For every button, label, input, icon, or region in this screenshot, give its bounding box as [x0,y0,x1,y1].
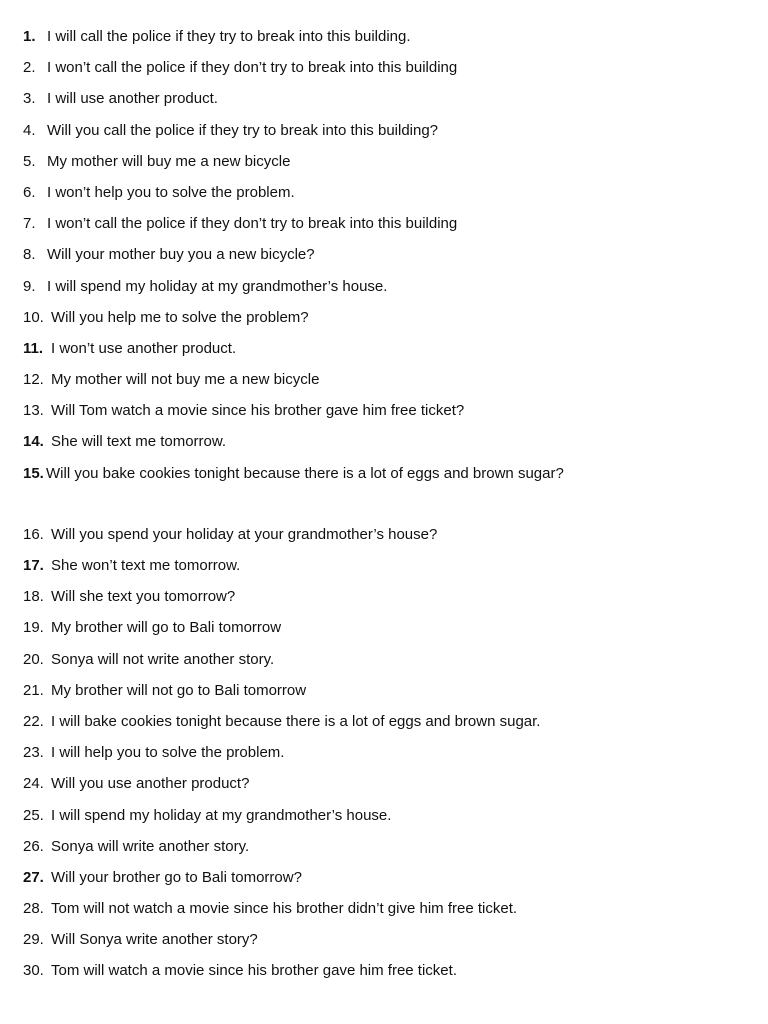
list-item [23,308,753,339]
item-text: Tom will not watch a movie since his brother didn’t give him free ticket. [51,900,518,918]
item-number: 11. [23,339,44,357]
item-number: 18. [23,588,44,606]
item-text: I will use another product. [47,90,218,108]
item-text: Will your brother go to Bali tomorrow? [51,868,302,886]
list-item [23,774,753,805]
list-item [23,868,753,899]
item-number: 5. [23,152,36,170]
list-item [23,464,753,495]
item-text: Will you use another product? [51,775,250,793]
item-number: 4. [23,121,36,139]
item-text: Will Tom watch a movie since his brother gave him free ticket? [51,402,465,420]
item-number: 14. [23,433,44,451]
list-item [23,245,753,276]
item-text: She won’t text me tomorrow. [51,557,241,574]
list-item [23,712,753,743]
list-item [23,930,753,961]
list-item [23,277,753,308]
item-number: 28. [23,900,44,918]
list-item [23,556,753,587]
item-number: 26. [23,837,44,855]
item-text: Will Sonya write another story? [51,931,258,949]
item-text: I will bake cookies tonight because there is a lot of eggs and brown sugar. [51,712,541,730]
item-text: Will your mother buy you a new bicycle? [47,246,315,264]
item-number: 1. [23,28,36,45]
sentence-list [23,27,753,993]
item-number: 8. [23,246,36,264]
list-item [23,743,753,774]
list-item [23,370,753,401]
section-spacer [23,495,753,525]
list-item [23,961,753,992]
list-item [23,681,753,712]
item-number: 21. [23,681,44,699]
list-item [23,525,753,556]
item-number: 29. [23,931,44,949]
item-number: 27. [23,868,44,886]
list-item [23,214,753,245]
item-number: 19. [23,619,44,637]
list-item [23,121,753,152]
item-number: 10. [23,308,44,326]
item-number: 20. [23,650,44,668]
item-text: She will text me tomorrow. [51,433,227,451]
item-text: I won’t help you to solve the problem. [47,183,295,201]
list-item [23,899,753,930]
item-number: 3. [23,90,36,108]
item-text: Will you spend your holiday at your grandmother’s house? [51,525,438,543]
item-text: I will spend my holiday at my grandmother’s house. [47,277,388,295]
item-number: 16. [23,525,44,543]
item-text: I won’t call the police if they don’t try to break into this building [47,59,458,77]
list-item [23,650,753,681]
item-number: 22. [23,712,44,730]
item-text: I will spend my holiday at my grandmother’s house. [51,806,392,824]
list-item [23,806,753,837]
list-item [23,183,753,214]
list-item [23,152,753,183]
list-item [23,339,753,370]
item-text: My brother will not go to Bali tomorrow [51,681,307,699]
item-number: 9. [23,277,36,295]
item-number: 13. [23,402,44,420]
item-number: 7. [23,215,36,233]
list-item [23,58,753,89]
item-number: 17. [23,557,44,574]
list-item [23,837,753,868]
item-text: I won’t use another product. [51,339,237,357]
list-item [23,618,753,649]
item-text: Tom will watch a movie since his brother gave him free ticket. [51,962,457,980]
item-text: My mother will buy me a new bicycle [47,152,291,170]
item-text: My brother will go to Bali tomorrow [51,619,282,637]
item-number: 15. [23,464,44,482]
item-number: 25. [23,806,44,824]
item-text: I won’t call the police if they don’t try to break into this building [47,215,458,233]
item-text: I will help you to solve the problem. [51,744,285,762]
item-text: Sonya will write another story. [51,837,250,855]
item-number: 24. [23,775,44,793]
item-text: Will you bake cookies tonight because there is a lot of eggs and brown sugar? [46,464,564,482]
list-item [23,587,753,618]
list-item [23,27,753,58]
item-text: Sonya will not write another story. [51,650,275,668]
list-item [23,432,753,463]
list-item [23,89,753,120]
item-text: My mother will not buy me a new bicycle [51,371,320,389]
item-number: 2. [23,59,36,77]
item-number: 6. [23,183,36,201]
item-text: I will call the police if they try to break into this building. [47,28,411,45]
item-number: 23. [23,744,44,762]
item-text: Will she text you tomorrow? [51,588,236,606]
item-number: 12. [23,371,44,389]
item-text: Will you help me to solve the problem? [51,308,309,326]
item-number: 30. [23,962,44,980]
list-item [23,401,753,432]
item-text: Will you call the police if they try to break into this building? [47,121,439,139]
